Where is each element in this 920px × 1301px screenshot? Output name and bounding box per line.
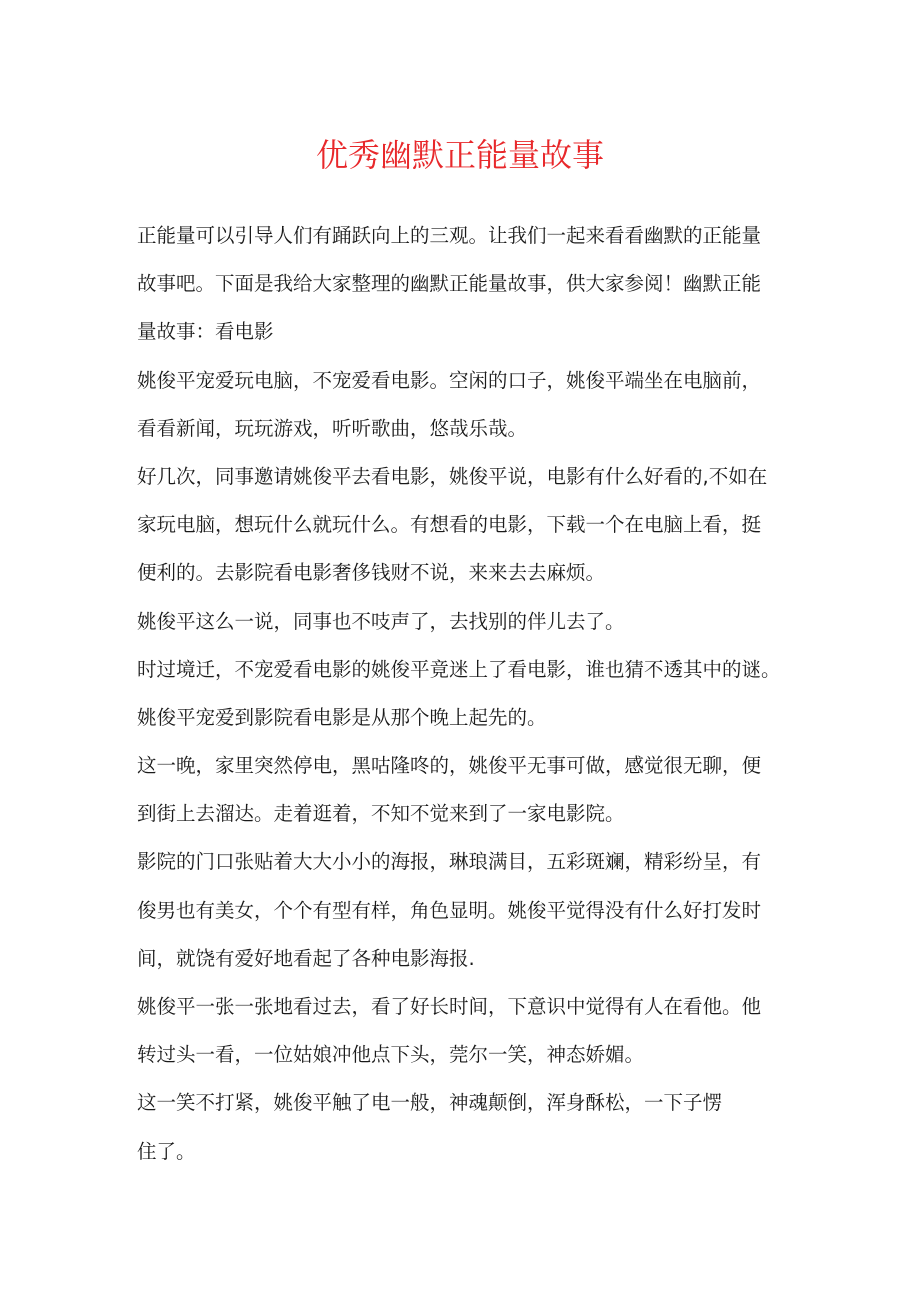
text-line: 正能量可以引导人们有踊跃向上的三观。让我们一起来看看幽默的正能量 <box>137 224 762 247</box>
document-body <box>137 212 797 1176</box>
text-line: 转过头一看，一位姑娘冲他点下头，莞尔一笑，神态娇媚。 <box>137 1043 645 1067</box>
text-line: 间，就饶有爱好地看起了各种电影海报. <box>137 946 475 970</box>
text-line: 住了。 <box>137 1139 196 1163</box>
text-line: 到街上去溜达。走着逛着，不知不觉来到了一家电影院。 <box>137 802 625 826</box>
text-line: 姚俊平这么一说，同事也不吱声了，去找别的伴儿去了。 <box>137 609 625 633</box>
text-line: 这一晚，家里突然停电，黑咕隆咚的，姚俊平无事可做，感觉很无聊，便 <box>137 754 762 778</box>
text-line: 这一笑不打紧，姚俊平触了电一般，神魂颠倒，浑身酥松，一下子愣 <box>137 1091 723 1115</box>
text-line: 看看新闻，玩玩游戏，听听歌曲，悠哉乐哉。 <box>137 416 528 440</box>
text-line: 时过境迁，不宠爱看电影的姚俊平竟迷上了看电影，谁也猜不透其中的谜。 <box>137 657 781 681</box>
text-line: 俊男也有美女，个个有型有样，角色显明。姚俊平觉得没有什么好打发时 <box>137 898 762 922</box>
text-line: 姚俊平宠爱玩电脑，不宠爱看电影。空闲的口子，姚俊平端坐在电脑前， <box>137 368 762 392</box>
text-line: 姚俊平一张一张地看过去，看了好长时间，下意识中觉得有人在看他。他 <box>137 995 762 1018</box>
text-line: 家玩电脑，想玩什么就玩什么。有想看的电影，下载一个在电脑上看，挺 <box>137 513 762 537</box>
text-line: 影院的门口张贴着大大小小的海报，琳琅满目，五彩斑斓，精彩纷呈，有 <box>137 850 762 874</box>
text-line: 量故事：看电影 <box>137 320 274 344</box>
document-title: 优秀幽默正能量故事 <box>315 136 604 174</box>
text-line: 故事吧。下面是我给大家整理的幽默正能量故事，供大家参阅！幽默正能 <box>137 272 762 296</box>
text-line: 姚俊平宠爱到影院看电影是从那个晚上起先的。 <box>137 705 547 729</box>
text-line: 好几次，同事邀请姚俊平去看电影，姚俊平说，电影有什么好看的,不如在 <box>137 464 768 488</box>
text-line: 便利的。去影院看电影奢侈钱财不说，来来去去麻烦。 <box>137 561 606 585</box>
